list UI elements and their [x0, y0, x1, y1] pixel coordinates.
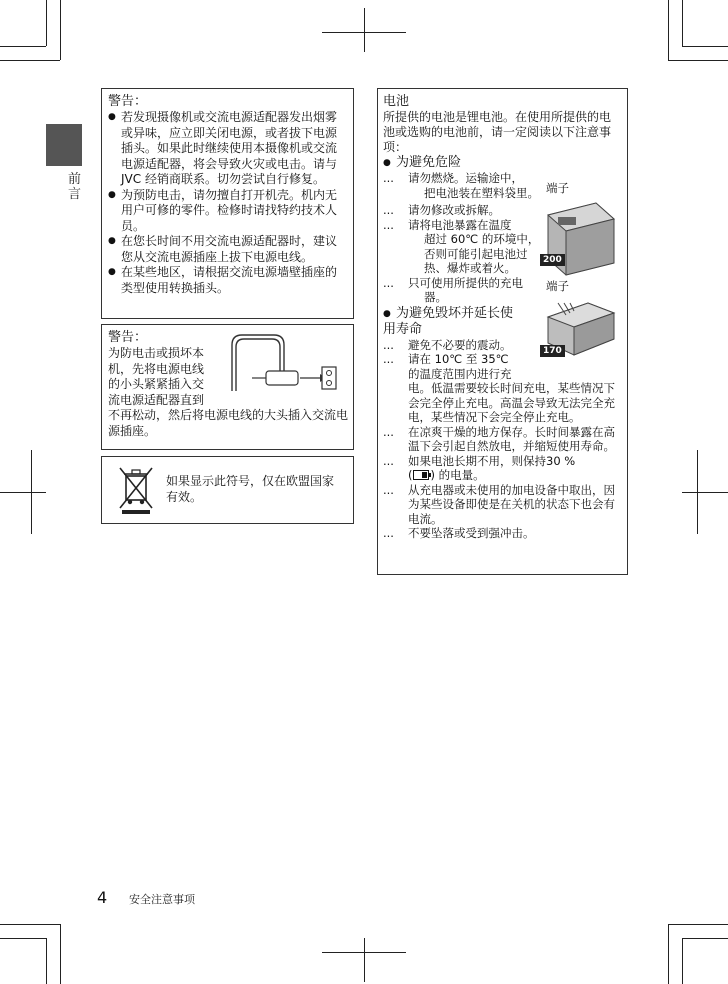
crop-mark [0, 492, 46, 493]
page-section-title: 安全注意事项 [129, 893, 195, 906]
model-badge: 170 [540, 345, 565, 357]
crop-mark [668, 0, 669, 60]
warning-box-1 [101, 88, 354, 319]
crop-mark [682, 938, 683, 984]
warning-item: ● 若发现摄像机或交流电源适配器发出烟雾或异味，应立即关闭电源，或者拔下电源插头。如果此时继续使用本摄像机或交流电源适配器，将会导致火灾或电击。请与 JVC 经销商联系。切勿尝试自行修复。 [108, 110, 348, 188]
precaution-text: 在凉爽干燥的地方保存。长时间暴露在高温下会引起自然放电，并缩短使用寿命。 [408, 424, 615, 453]
page-number: 4 [97, 888, 108, 907]
warning-title: 警告： [108, 330, 148, 345]
section-label: 前言 [68, 172, 82, 202]
model-badge: 200 [540, 254, 565, 266]
eu-notice-text: 如果显示此符号，仅在欧盟国家有效。 [166, 474, 335, 504]
battery-title: 电池 [383, 94, 410, 109]
crop-mark [682, 492, 728, 493]
section-tab [46, 124, 82, 166]
dots: ... [383, 352, 394, 366]
warning-text-line: 的小头紧紧插入交 [108, 377, 205, 391]
precaution-text: 的电量。 [438, 468, 485, 482]
power-cord-illustration [226, 331, 338, 401]
crop-mark [364, 8, 365, 52]
crop-mark [668, 60, 728, 61]
precaution-text: 的温度范围内进行充 [408, 366, 512, 381]
terminal-label: 端子 [546, 279, 569, 293]
eu-notice-box [101, 456, 354, 524]
precaution-text: 只可使用所提供的充电 [408, 275, 523, 290]
precaution-item [383, 483, 622, 527]
crop-mark [31, 450, 32, 534]
crop-mark [0, 60, 60, 61]
warning-text-line: 流电源适配器直到 [108, 392, 205, 407]
dots: ... [383, 203, 394, 217]
section-heading-text: 用寿命 [383, 321, 423, 337]
crop-mark [60, 924, 61, 984]
dots: ... [383, 275, 394, 290]
crop-mark [364, 938, 365, 982]
precaution-text: 如果电池长期不用，则保持30 % [408, 453, 576, 468]
crop-mark [60, 0, 61, 60]
warning-text-line: 机，先将电源电线 [108, 361, 205, 376]
precaution-item [383, 425, 622, 454]
precaution-text: ( ) 的电量。 [408, 468, 485, 482]
precaution-text: 超过 60℃ 的环境中， [424, 232, 540, 246]
dots: ... [383, 453, 394, 468]
crop-mark [46, 938, 47, 984]
crop-mark [697, 450, 698, 534]
warning-item: ● 在某些地区，请根据交流电源墙壁插座的类型使用转换插头。 [108, 265, 348, 296]
precaution-text: 不要坠落或受到强冲击。 [408, 526, 535, 540]
precaution-text: 从充电器或未使用的加电设备中取出，因为某些设备即使是在关机的状态下也会有电流。 [408, 482, 615, 526]
warning-list [108, 110, 348, 296]
precaution-text: 热、爆炸或着火。 [424, 261, 516, 275]
dots: ... [383, 217, 394, 232]
precaution-item [383, 454, 622, 483]
terminal-label: 端子 [546, 181, 569, 195]
precaution-text: 否则可能引起电池过 [424, 246, 528, 261]
precaution-text: 请在 10℃ 至 35℃ [408, 352, 509, 366]
precaution-text: 请将电池暴露在温度 [408, 217, 512, 232]
warning-item: ● 为预防电击，请勿擅自打开机壳。机内无用户可修的零件。检修时请找特约技术人员。 [108, 188, 348, 235]
precaution-item [383, 352, 622, 425]
warning-title: 警告： [108, 94, 148, 109]
section-heading-text: ● 为避免毁坏并延长使 [396, 305, 514, 321]
precaution-text: 请勿燃烧。运输途中， [408, 171, 523, 185]
dots: ... [383, 526, 394, 540]
precaution-text: 请勿修改或拆解。 [408, 203, 500, 217]
crop-mark [682, 0, 683, 46]
precaution-item [383, 526, 622, 541]
dots: ... [383, 482, 394, 497]
crop-mark [0, 924, 60, 925]
warning-box-2 [101, 324, 354, 450]
battery-intro: 所提供的电池是锂电池。在使用所提供的电池或选购的电池前，请一定阅读以下注意事项： [383, 110, 612, 154]
precaution-item [383, 171, 622, 200]
section-heading: ● 为避免危险 [383, 155, 622, 171]
crop-mark [46, 0, 47, 46]
crop-mark [682, 46, 728, 47]
warning-text: 不再松动，然后将电源电线的大头插入交流电源插座。 [108, 408, 349, 438]
battery-box [377, 88, 628, 575]
warning-item: ● 在您长时间不用交流电源适配器时，建议您从交流电源插座上拔下电源电线。 [108, 234, 348, 265]
crop-mark [668, 924, 669, 984]
dots: ... [383, 171, 394, 185]
battery-level-icon [413, 470, 431, 480]
crop-mark [668, 924, 728, 925]
dots: ... [383, 337, 394, 352]
precaution-text: 避免不必要的震动。 [408, 337, 512, 352]
warning-text-line: 为防电击或损坏本 [108, 346, 205, 360]
crossed-bin-icon [116, 464, 156, 516]
crop-mark [0, 938, 46, 939]
precaution-text: 把电池装在塑料袋里。 [424, 185, 539, 200]
precaution-text: 器。 [424, 290, 447, 304]
dots: ... [383, 424, 394, 439]
crop-mark [0, 46, 46, 47]
precaution-text: 电。低温需要较长时间充电，某些情况下会完全停止充电。高温会导致无法完全充电，某些情况下会完全停止充电。 [408, 381, 615, 424]
crop-mark [682, 938, 728, 939]
